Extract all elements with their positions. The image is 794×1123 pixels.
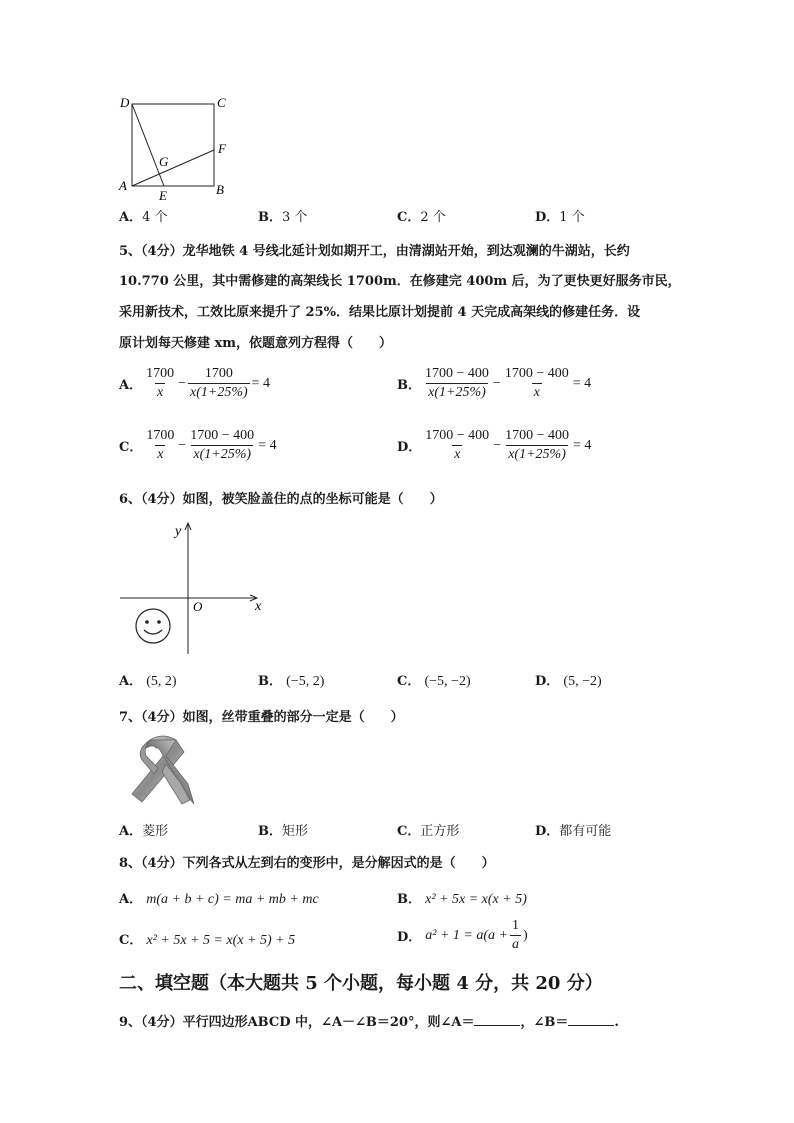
- label-a: A: [119, 178, 127, 193]
- q5-stem-line-1: 5、（4分）龙华地铁 4 号线北延计划如期开工，由清湖站开始，到达观澜的牛湖站，长约: [119, 244, 630, 259]
- q6-stem: 6、（4分）如图，被笑脸盖住的点的坐标可能是（ ）: [119, 492, 443, 507]
- q9-stem: 9、（4分）平行四边形ABCD 中，∠A－∠B＝20°，则∠A＝ ，∠B＝ .: [119, 1011, 619, 1030]
- y-axis-label: y: [175, 524, 182, 539]
- section-heading-fill-in: 二、填空题（本大题共 5 个小题，每小题 4 分，共 20 分）: [119, 973, 603, 994]
- q7-option-d: D．都有可能: [535, 824, 612, 839]
- fraction: $\frac{1700}{x}$: [146, 366, 175, 400]
- label-d: D: [120, 95, 130, 110]
- label-e: E: [159, 188, 167, 203]
- square-abcd: [132, 104, 214, 186]
- q7-stem: 7、（4分）如图，丝带重叠的部分一定是（ ）: [119, 710, 404, 725]
- coordinate-figure: [118, 518, 268, 658]
- ribbon-icon: [132, 736, 194, 804]
- q8-option-a: A． m(a + b + c) = ma + mb + mc: [119, 892, 319, 907]
- origin-label: O: [193, 599, 203, 614]
- q8-option-b: B． x² + 5x = x(x + 5): [397, 892, 527, 907]
- q8-option-d: D． a² + 1 = a(a + $\frac{1}{a}$ ): [397, 918, 528, 952]
- segment-af: [132, 150, 214, 186]
- q4-option-a: A．4 个: [119, 210, 168, 225]
- label-c: C: [217, 95, 226, 110]
- label-f: F: [218, 141, 226, 156]
- answer-blank-angle-a[interactable]: [474, 1011, 520, 1026]
- fraction: $\frac{1700}{x}$: [146, 428, 175, 462]
- x-axis-label: x: [255, 599, 262, 614]
- fraction: $\frac{1}{a}$: [511, 918, 519, 952]
- q8-stem: 8、（4分）下列各式从左到右的变形中，是分解因式的是（ ）: [119, 856, 495, 871]
- q6-option-b: B． (−5, 2): [258, 674, 325, 689]
- q8-option-c: C． x² + 5x + 5 = x(x + 5) + 5: [119, 933, 296, 948]
- q4-option-c: C．2 个: [397, 210, 446, 225]
- square-figure: [112, 92, 242, 204]
- q6-option-a: A． (5, 2): [119, 674, 177, 689]
- q7-option-c: C．正方形: [397, 824, 460, 839]
- q5-stem-line-4: 原计划每天修建 xm，依题意列方程得（ ）: [119, 336, 393, 351]
- fraction: $\frac{1700 - 400}{x(1+25\%)}$: [505, 428, 569, 462]
- q4-option-d: D．1 个: [535, 210, 585, 225]
- fraction: $\frac{1700 - 400}{x}$: [504, 366, 569, 400]
- q5-option-c: C． $\frac{1700}{x}$ − $\frac{1700 - 400}{x(1+25\%)}$ = 4: [119, 428, 277, 462]
- fraction: $\frac{1700}{x(1+25\%)}$: [190, 366, 248, 400]
- label-g: G: [159, 154, 169, 169]
- fraction: $\frac{1700 - 400}{x(1+25\%)}$: [425, 366, 489, 400]
- fraction: $\frac{1700 - 400}{x}$: [425, 428, 490, 462]
- q5-stem-line-3: 采用新技术，工效比原来提升了 25%．结果比原计划提前 4 天完成高架线的修建任务．设: [119, 305, 641, 320]
- fraction: $\frac{1700 - 400}{x(1+25\%)}$: [190, 428, 255, 462]
- q5-option-b: B． $\frac{1700 - 400}{x(1+25\%)}$ − $\frac{1700 - 400}{x}$ = 4: [397, 366, 592, 400]
- smiley-face-icon: [136, 609, 170, 643]
- answer-blank-angle-b[interactable]: [568, 1011, 614, 1026]
- q6-option-d: D． (5, −2): [535, 674, 602, 689]
- q7-option-a: A．菱形: [119, 824, 169, 839]
- q7-option-b: B．矩形: [258, 824, 309, 839]
- ribbon-figure: [128, 734, 198, 808]
- q5-stem-line-2: 10.770 公里，其中需修建的高架线长 1700m．在修建完 400m 后，为了更快更好服务市民，: [119, 274, 681, 289]
- q6-option-c: C． (−5, −2): [397, 674, 471, 689]
- label-b: B: [216, 182, 224, 197]
- q4-option-b: B．3 个: [258, 210, 308, 225]
- q5-option-d: D． $\frac{1700 - 400}{x}$ − $\frac{1700 - 400}{x(1+25\%)}$ = 4: [397, 428, 592, 462]
- q5-option-a: A． $\frac{1700}{x}$ − $\frac{1700}{x(1+25\%)}$ = 4: [119, 366, 271, 400]
